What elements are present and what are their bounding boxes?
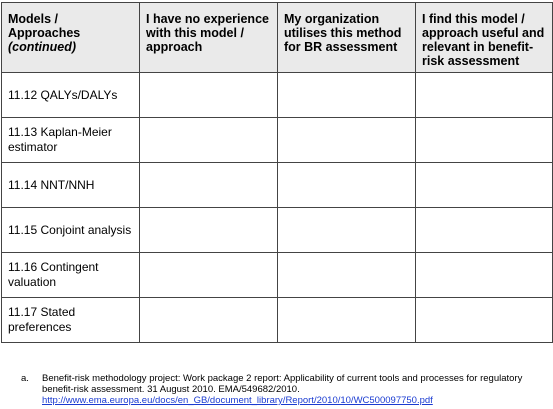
header-no-experience — [140, 3, 278, 73]
header-subtitle: (continued) — [8, 40, 77, 54]
row-label: 11.15 Conjoint analysis — [8, 222, 132, 237]
row-label-cell — [2, 208, 140, 253]
footnote-text: Benefit-risk methodology project: Work package 2 report: Applicability of current tools and processes for regulatory benefit-risk assessment. 31 August 2010. EMA/549682/2010. — [42, 373, 523, 395]
header-title: Models / Approaches — [8, 12, 81, 40]
answer-cell-no-experience[interactable] — [140, 208, 278, 253]
answer-cell-organization-utilises[interactable] — [278, 208, 416, 253]
table-row — [2, 118, 553, 163]
row-label: 11.14 NNT/NNH — [8, 177, 95, 192]
row-label-cell — [2, 163, 140, 208]
answer-cell-organization-utilises[interactable] — [278, 163, 416, 208]
answer-cell-useful-relevant[interactable] — [416, 73, 553, 118]
footnote-marker: a. — [21, 373, 29, 384]
answer-cell-useful-relevant[interactable] — [416, 163, 553, 208]
row-label-cell — [2, 298, 140, 343]
header-useful-relevant — [416, 3, 553, 73]
row-label: 11.12 QALYs/DALYs — [8, 87, 118, 102]
row-label-cell — [2, 253, 140, 298]
header-title: I have no experience with this model / approach — [146, 12, 269, 54]
header-title: I find this model / approach useful and relevant in benefit-risk assessment — [422, 12, 545, 68]
row-label-cell — [2, 73, 140, 118]
row-label: 11.17 Stated preferences — [8, 305, 76, 334]
answer-cell-no-experience[interactable] — [140, 73, 278, 118]
answer-cell-organization-utilises[interactable] — [278, 253, 416, 298]
row-label: 11.16 Contingent valuation — [8, 260, 99, 289]
table-row — [2, 298, 553, 343]
answer-cell-no-experience[interactable] — [140, 118, 278, 163]
answer-cell-useful-relevant[interactable] — [416, 253, 553, 298]
header-models-approaches — [2, 3, 140, 73]
footnote-body — [42, 373, 542, 406]
survey-table — [1, 2, 553, 343]
answer-cell-useful-relevant[interactable] — [416, 118, 553, 163]
answer-cell-useful-relevant[interactable] — [416, 208, 553, 253]
answer-cell-no-experience[interactable] — [140, 298, 278, 343]
answer-cell-useful-relevant[interactable] — [416, 298, 553, 343]
header-title: My organization utilises this method for BR assessment — [284, 12, 402, 54]
table-row — [2, 208, 553, 253]
answer-cell-no-experience[interactable] — [140, 253, 278, 298]
table-header-row — [2, 3, 553, 73]
header-organization-utilises — [278, 3, 416, 73]
table-row — [2, 163, 553, 208]
footnote-link[interactable]: http://www.ema.europa.eu/docs/en_GB/document_library/Report/2010/10/WC500097750.pdf — [42, 395, 433, 406]
answer-cell-organization-utilises[interactable] — [278, 73, 416, 118]
answer-cell-organization-utilises[interactable] — [278, 298, 416, 343]
table-row — [2, 73, 553, 118]
row-label-cell — [2, 118, 140, 163]
row-label: 11.13 Kaplan-Meier estimator — [8, 125, 112, 154]
answer-cell-organization-utilises[interactable] — [278, 118, 416, 163]
table-row — [2, 253, 553, 298]
answer-cell-no-experience[interactable] — [140, 163, 278, 208]
